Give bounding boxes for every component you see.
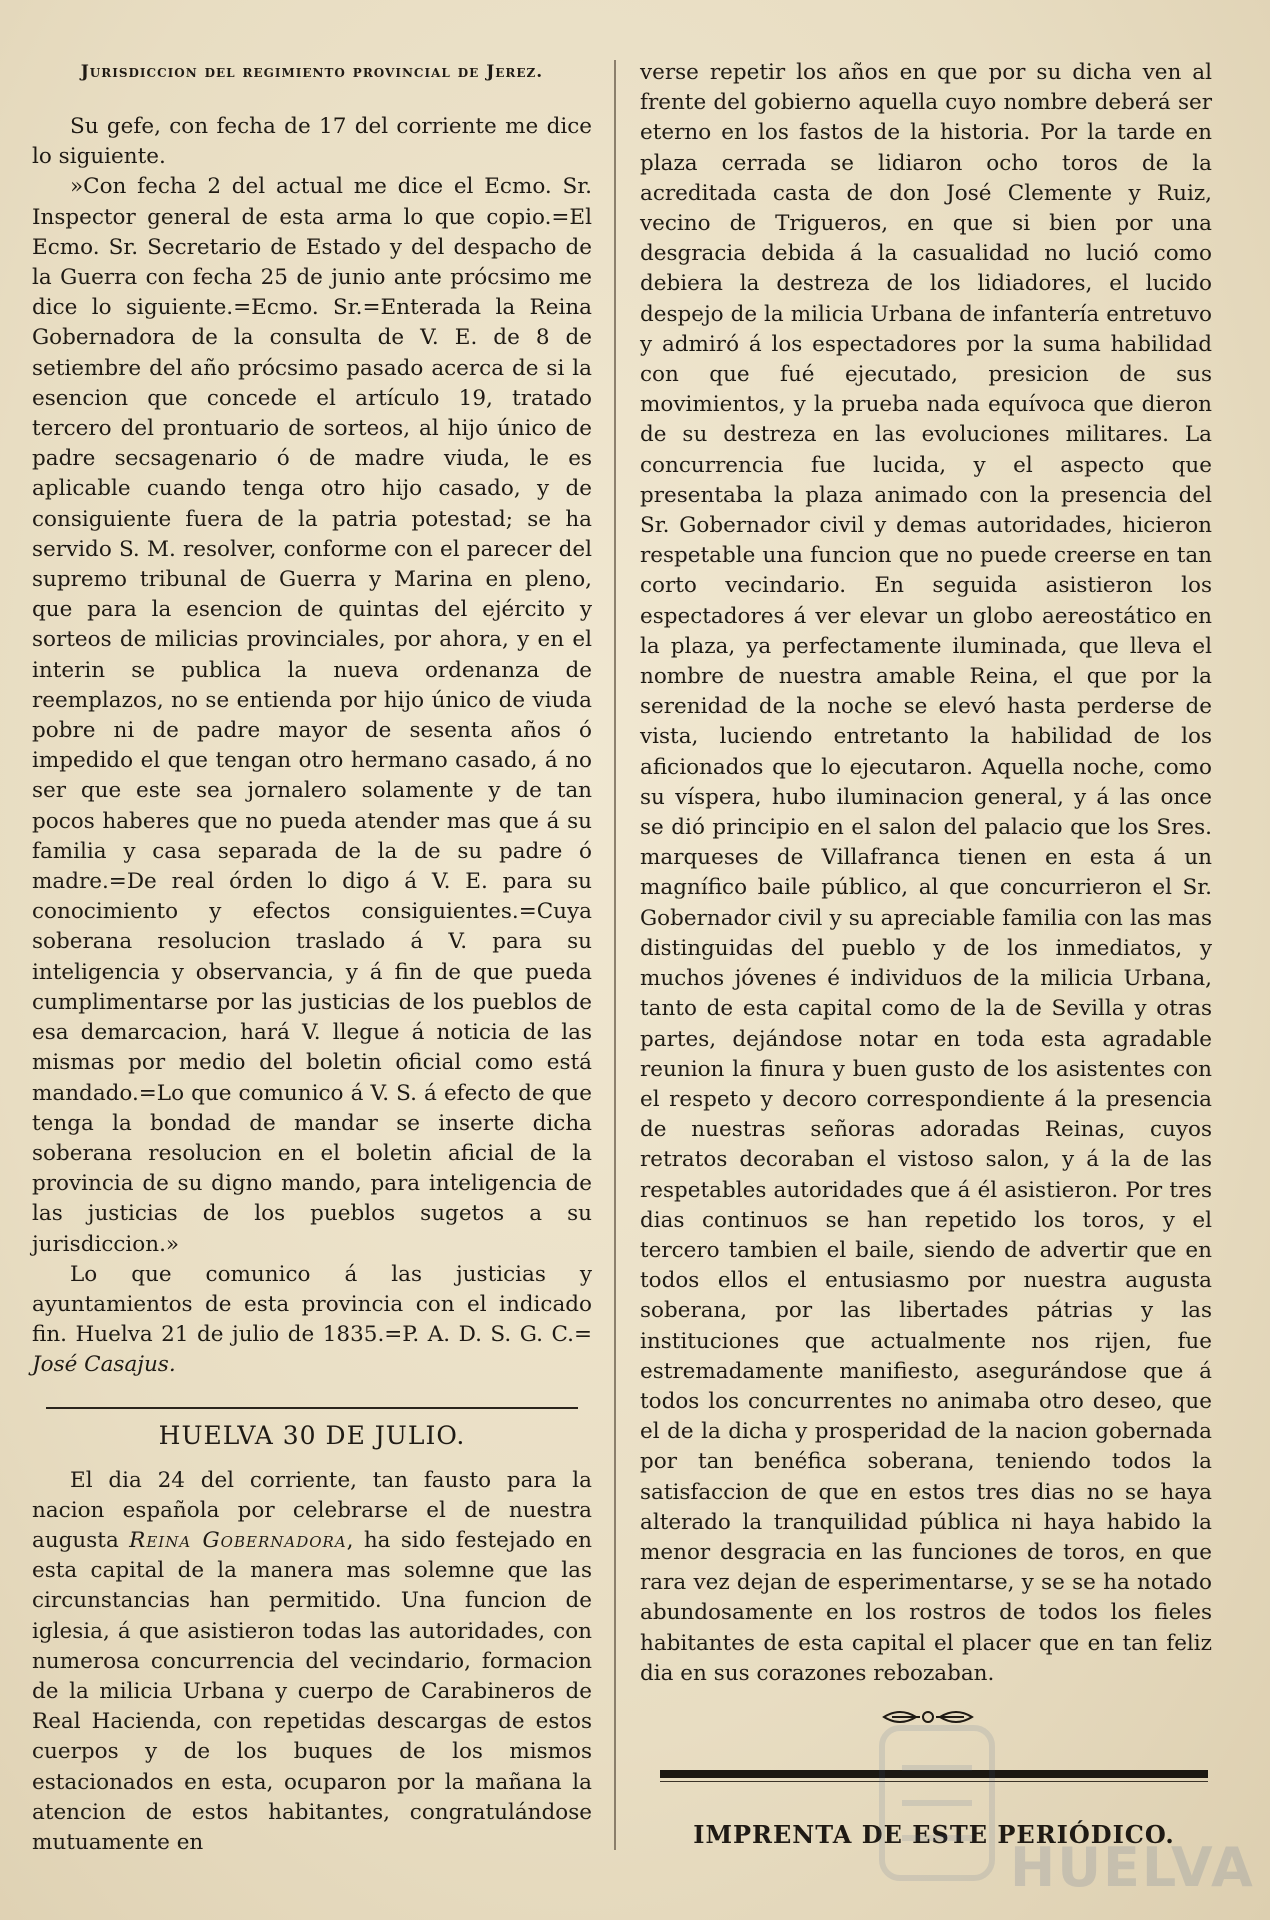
festivity-paragraph	[32, 1466, 592, 1859]
festivity-continuation: verse repetir los años en que por su dicha ven al frente del gobierno aquella cuyo nombre deberá ser eterno en los fastos de la historia. Por la tarde en plaza cerrada se lidiaron ocho toros de la acreditada casta de don José Clemente y Ruiz, vecino de Trigueros, en que si bien por una desgracia debida á la casualidad no lució como debiera la destreza de los lidiadores, el lucido despejo de la milicia Urbana de infantería entretuvo y admiró á los espectadores por la suma habilidad con que fué ejecutado, presicion de sus movimientos, y la prueba nada equívoca que dieron de su destreza en las evoluciones militares. La concurrencia fue lucida, y el aspecto que presentaba la plaza animado con la presencia del Sr. Gobernador civil y demas autoridades, hicieron respetable una funcion que no puede creerse en tan corto vecindario. En seguida asistieron los espectadores á ver elevar un globo aereostático en la plaza, ya perfectamente iluminada, que lleva el nombre de nuestra amable Reina, el que por la serenidad de la noche se elevó hasta perderse de vista, luciendo entretanto la habilidad de los aficionados que lo ejecutaron. Aquella noche, como su víspera, hubo iluminacion general, y á las once se dió principio en el salon del palacio que los Sres. marqueses de Villafranca tienen en esta á un magnífico baile público, al que concurrieron el Sr. Gobernador civil y su apreciable familia con las mas distinguidas del pueblo y de los inmediatos, y muchos jóvenes é individuos de la milicia Urbana, tanto de esta capital como de la de Sevilla y otras partes, dejándose notar en toda esta agradable reunion la finura y buen gusto de los asistentes con el respeto y decoro correspondiente á la presencia de nuestras señoras adoradas Reinas, cuyos retratos decoraban el vistoso salon, y á la de las respetables autoridades que á él asistieron. Por tres dias continuos se han repetido los toros, y el tercero tambien el baile, siendo de advertir que en todos ellos el entusiasmo por nuestra augusta soberana, por las libertades pátrias y las instituciones que actualmente nos rijen, fue estremadamente manifiesto, asegurándose que á todos los concurrentes no animaba otro deseo, que el de la dicha y prosperidad de la nacion gobernada por tan benéfica soberana, teniendo todos la satisfaccion de que en estos tres dias no se haya alterado la tranquilidad pública ni haya habido la menor desgracia en las funciones de toros, en que rara vez dejan de esperimentarse, y se se ha notado abundosamente en los rostros de todos los fieles habitantes de esta capital el placer que en tan feliz dia en sus corazones rebozaban.	[640, 60, 1212, 1686]
right-column	[640, 58, 1212, 1689]
left-column	[32, 58, 592, 1858]
fleuron-ornament-icon	[880, 1705, 976, 1729]
section-divider	[46, 1407, 578, 1409]
closing-text: Lo que comunico á las justicias y ayuntamientos de esta provincia con el indicado fin. Huelva 21 de julio de 1835.=P. A. D. S. G. C.=	[32, 1261, 592, 1348]
section-title: HUELVA 30 DE JULIO.	[158, 1420, 466, 1450]
jurisdiction-header: Jurisdiccion del regimiento provincial de Jerez.	[80, 62, 544, 82]
column-divider	[614, 60, 616, 1850]
festivity-text-start: El dia 24 del corriente, tan fausto para la nacion española por celebrarse el de nuestra augusta	[32, 1467, 592, 1553]
closing-paragraph	[32, 1260, 592, 1381]
footer-rule	[660, 1770, 1208, 1778]
royal-order-paragraph: »Con fecha 2 del actual me dice el Ecmo. Sr. Inspector general de esta arma lo que copio.=El Ecmo. Sr. Secretario de Estado y del despacho de la Guerra con fecha 25 de junio ante prócsimo me dice lo siguiente.=Ecmo. Sr.=Enterada la Reina Gobernadora de la consulta de V. E. de 8 de setiembre del año prócsimo pasado acerca de si la esencion que concede el artículo 19, tratado tercero del prontuario de sorteos, al hijo único de padre secsagenario ó de madre viuda, le es aplicable cuando tenga otro hijo casado, y de consiguiente fuera de la patria potestad; se ha servido S. M. resolver, conforme con el parecer del supremo tribunal de Guerra y Marina en pleno, que para la esencion de quintas del ejército y sorteos de milicias provinciales, por ahora, y en el interin se publica la nueva ordenanza de reemplazos, no se entienda por hijo único de viuda pobre ni de padre mayor de sesenta años ó impedido el que tengan otro hermano casado, á no ser que este sea jornalero solamente y de tan pocos haberes que no pueda atender mas que á su familia y casa separada de la de su padre ó madre.=De real órden lo digo á V. E. para su conocimiento y efectos consiguientes.=Cuya soberana resolucion traslado á V. para su inteligencia y observancia, y á fin de que pueda cumplimentarse por las justicias de los pueblos de esa demarcacion, hará V. llegue á noticia de las mismas por medio del boletin oficial como está mandado.=Lo que comunico á V. S. á efecto de que tenga la bondad de mandar se inserte dicha soberana resolucion en el boletin aficial de la provincia de su digno mando, para inteligencia de las justicias de los pueblos sugetos a su jurisdiccion.»	[32, 174, 592, 1257]
festivity-text-rest: , ha sido festejado en esta capital de la manera mas solemne que las circunstancias han permitido. Una funcion de iglesia, á que asistieron todas las autoridades, con numerosa concurrencia del vecindario, formacion de la milicia Urbana y cuerpo de Carabineros de Real Hacienda, con repetidas descargas de estos cuerpos y de los buques de los mismos estacionados en esta, ocuparon por la mañana la atencion de estos habitantes, congratulándose mutuamente en	[32, 1527, 592, 1855]
signature: José Casajus.	[32, 1352, 176, 1378]
imprint-line: IMPRENTA DE ESTE PERIÓDICO.	[693, 1820, 1175, 1849]
watermark-text: HUELVA	[1010, 1836, 1255, 1899]
intro-paragraph: Su gefe, con fecha de 17 del corriente me dice lo siguiente.	[32, 114, 592, 170]
queen-title: Reina Gobernadora	[129, 1527, 347, 1553]
